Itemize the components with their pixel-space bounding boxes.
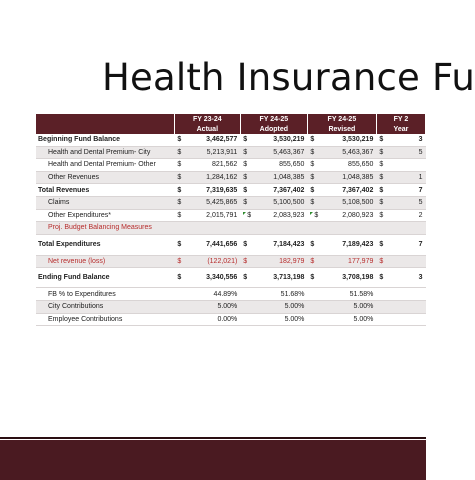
value-cell: 3,708,198 bbox=[320, 268, 376, 288]
currency-cell: $ bbox=[174, 159, 186, 172]
value-cell: 7,189,423 bbox=[320, 234, 376, 255]
value-cell: 7 bbox=[388, 184, 425, 197]
currency-cell: $ bbox=[376, 159, 388, 172]
currency-cell: $ bbox=[174, 146, 186, 159]
currency-cell bbox=[174, 300, 186, 313]
currency-cell: $ bbox=[174, 184, 186, 197]
value-cell bbox=[388, 222, 425, 235]
value-cell: 2,083,923 bbox=[253, 209, 307, 222]
percent-cell bbox=[388, 300, 425, 313]
header-col4-bottom: Year bbox=[376, 124, 425, 134]
currency-cell: $ bbox=[174, 171, 186, 184]
currency-cell: $ bbox=[376, 146, 388, 159]
table-row bbox=[36, 184, 426, 197]
header-col1-bottom: Actual bbox=[174, 124, 240, 134]
percent-cell: 5.00% bbox=[320, 300, 376, 313]
currency-cell: $ bbox=[240, 184, 253, 197]
value-cell: 1,284,162 bbox=[186, 171, 240, 184]
currency-cell: $ bbox=[240, 196, 253, 209]
value-cell bbox=[388, 255, 425, 268]
currency-cell: $ bbox=[174, 209, 186, 222]
row-label: Total Revenues bbox=[36, 184, 174, 197]
row-label: Other Revenues bbox=[36, 171, 174, 184]
table-row bbox=[36, 255, 426, 268]
currency-cell bbox=[307, 209, 320, 222]
currency-cell: $ bbox=[307, 159, 320, 172]
table-row bbox=[36, 209, 426, 222]
row-label: Employee Contributions bbox=[36, 313, 174, 326]
row-label: Total Expenditures bbox=[36, 234, 174, 255]
table-row bbox=[36, 134, 426, 146]
value-cell: 5,463,367 bbox=[320, 146, 376, 159]
currency-cell bbox=[376, 222, 388, 235]
currency-cell: $ bbox=[240, 171, 253, 184]
table-row bbox=[36, 268, 426, 288]
value-cell: 3,713,198 bbox=[253, 268, 307, 288]
value-cell bbox=[186, 222, 240, 235]
value-cell: 1,048,385 bbox=[320, 171, 376, 184]
percent-cell: 5.00% bbox=[186, 300, 240, 313]
header-label-cell bbox=[36, 114, 174, 124]
value-cell: 182,979 bbox=[253, 255, 307, 268]
value-cell: 855,650 bbox=[320, 159, 376, 172]
currency-cell bbox=[240, 313, 253, 326]
value-cell: 2,015,791 bbox=[186, 209, 240, 222]
row-label: Net revenue (loss) bbox=[36, 255, 174, 268]
value-cell: 821,562 bbox=[186, 159, 240, 172]
currency-cell: $ bbox=[174, 134, 186, 146]
currency-cell bbox=[240, 209, 253, 222]
row-label: FB % to Expenditures bbox=[36, 288, 174, 301]
value-cell bbox=[253, 222, 307, 235]
currency-cell: $ bbox=[307, 196, 320, 209]
header-col2-bottom: Adopted bbox=[240, 124, 307, 134]
table-row bbox=[36, 300, 426, 313]
percent-cell bbox=[388, 288, 425, 301]
table-header-row-top bbox=[36, 114, 426, 124]
currency-cell bbox=[174, 313, 186, 326]
value-cell: 2 bbox=[388, 209, 425, 222]
currency-cell: $ bbox=[307, 184, 320, 197]
currency-cell: $ bbox=[240, 146, 253, 159]
row-label: Claims bbox=[36, 196, 174, 209]
value-cell: 3 bbox=[388, 134, 425, 146]
row-label: Proj. Budget Balancing Measures bbox=[36, 222, 174, 235]
currency-symbol: $ bbox=[247, 211, 252, 219]
percent-cell: 51.58% bbox=[320, 288, 376, 301]
currency-cell: $ bbox=[240, 159, 253, 172]
value-cell bbox=[320, 222, 376, 235]
value-cell: 2,080,923 bbox=[320, 209, 376, 222]
row-label: Ending Fund Balance bbox=[36, 268, 174, 288]
currency-cell: $ bbox=[307, 255, 320, 268]
currency-cell: $ bbox=[174, 268, 186, 288]
value-cell: 3,462,577 bbox=[186, 134, 240, 146]
currency-cell: $ bbox=[307, 171, 320, 184]
percent-cell: 5.00% bbox=[253, 313, 307, 326]
currency-cell: $ bbox=[307, 146, 320, 159]
table-header-row-bottom bbox=[36, 124, 426, 134]
currency-cell bbox=[307, 300, 320, 313]
table-row bbox=[36, 222, 426, 235]
value-cell: 7,319,635 bbox=[186, 184, 240, 197]
percent-cell: 44.89% bbox=[186, 288, 240, 301]
value-cell: 7,367,402 bbox=[253, 184, 307, 197]
value-cell: 855,650 bbox=[253, 159, 307, 172]
header-col3-top: FY 24-25 bbox=[307, 114, 376, 124]
value-cell: 5 bbox=[388, 196, 425, 209]
percent-cell: 5.00% bbox=[320, 313, 376, 326]
currency-cell bbox=[376, 288, 388, 301]
error-indicator-icon bbox=[310, 212, 313, 215]
currency-symbol: $ bbox=[314, 211, 319, 219]
currency-cell: $ bbox=[240, 234, 253, 255]
value-cell: 5,108,500 bbox=[320, 196, 376, 209]
value-cell: 7,441,656 bbox=[186, 234, 240, 255]
percent-cell: 51.68% bbox=[253, 288, 307, 301]
table-row bbox=[36, 288, 426, 301]
value-cell: 7,367,402 bbox=[320, 184, 376, 197]
footer-bar bbox=[0, 440, 426, 480]
currency-cell bbox=[174, 222, 186, 235]
value-cell: 5,100,500 bbox=[253, 196, 307, 209]
table-row bbox=[36, 146, 426, 159]
currency-cell: $ bbox=[376, 196, 388, 209]
currency-cell bbox=[376, 300, 388, 313]
currency-cell: $ bbox=[240, 134, 253, 146]
value-cell: 1,048,385 bbox=[253, 171, 307, 184]
error-indicator-icon bbox=[243, 212, 246, 215]
currency-cell bbox=[240, 288, 253, 301]
table-row bbox=[36, 313, 426, 326]
value-cell: 7,184,423 bbox=[253, 234, 307, 255]
value-cell bbox=[388, 159, 425, 172]
value-cell: 7 bbox=[388, 234, 425, 255]
currency-cell bbox=[307, 313, 320, 326]
value-cell: (122,021) bbox=[186, 255, 240, 268]
currency-cell: $ bbox=[307, 134, 320, 146]
table-row bbox=[36, 234, 426, 255]
currency-cell bbox=[174, 288, 186, 301]
currency-cell: $ bbox=[376, 171, 388, 184]
percent-cell: 5.00% bbox=[253, 300, 307, 313]
currency-cell: $ bbox=[376, 209, 388, 222]
currency-cell: $ bbox=[376, 184, 388, 197]
currency-cell bbox=[240, 300, 253, 313]
health-insurance-fund-table bbox=[36, 114, 426, 326]
footer-divider bbox=[0, 437, 426, 439]
row-label: Health and Dental Premium- City bbox=[36, 146, 174, 159]
percent-cell bbox=[388, 313, 425, 326]
table-row bbox=[36, 159, 426, 172]
currency-cell: $ bbox=[376, 134, 388, 146]
value-cell: 3,530,219 bbox=[320, 134, 376, 146]
percent-cell: 0.00% bbox=[186, 313, 240, 326]
value-cell: 177,979 bbox=[320, 255, 376, 268]
row-label: Other Expenditures* bbox=[36, 209, 174, 222]
header-label-cell bbox=[36, 124, 174, 134]
currency-cell: $ bbox=[240, 255, 253, 268]
value-cell: 5,463,367 bbox=[253, 146, 307, 159]
value-cell: 3 bbox=[388, 268, 425, 288]
header-col3-bottom: Revised bbox=[307, 124, 376, 134]
slide-title: Health Insurance Fu bbox=[102, 56, 475, 99]
currency-cell bbox=[376, 313, 388, 326]
value-cell: 5,213,911 bbox=[186, 146, 240, 159]
currency-cell: $ bbox=[307, 234, 320, 255]
row-label: City Contributions bbox=[36, 300, 174, 313]
currency-cell bbox=[307, 222, 320, 235]
table-row bbox=[36, 196, 426, 209]
currency-cell: $ bbox=[376, 255, 388, 268]
value-cell: 5,425,865 bbox=[186, 196, 240, 209]
currency-cell: $ bbox=[174, 255, 186, 268]
currency-cell: $ bbox=[174, 234, 186, 255]
currency-cell: $ bbox=[376, 234, 388, 255]
header-col2-top: FY 24-25 bbox=[240, 114, 307, 124]
currency-cell: $ bbox=[240, 268, 253, 288]
header-col4-top: FY 2 bbox=[376, 114, 425, 124]
value-cell: 1 bbox=[388, 171, 425, 184]
currency-cell: $ bbox=[376, 268, 388, 288]
value-cell: 3,340,556 bbox=[186, 268, 240, 288]
header-col1-top: FY 23-24 bbox=[174, 114, 240, 124]
value-cell: 3,530,219 bbox=[253, 134, 307, 146]
value-cell: 5 bbox=[388, 146, 425, 159]
row-label: Beginning Fund Balance bbox=[36, 134, 174, 146]
currency-cell: $ bbox=[307, 268, 320, 288]
table-row bbox=[36, 171, 426, 184]
currency-cell bbox=[307, 288, 320, 301]
row-label: Health and Dental Premium- Other bbox=[36, 159, 174, 172]
currency-cell: $ bbox=[174, 196, 186, 209]
currency-cell bbox=[240, 222, 253, 235]
